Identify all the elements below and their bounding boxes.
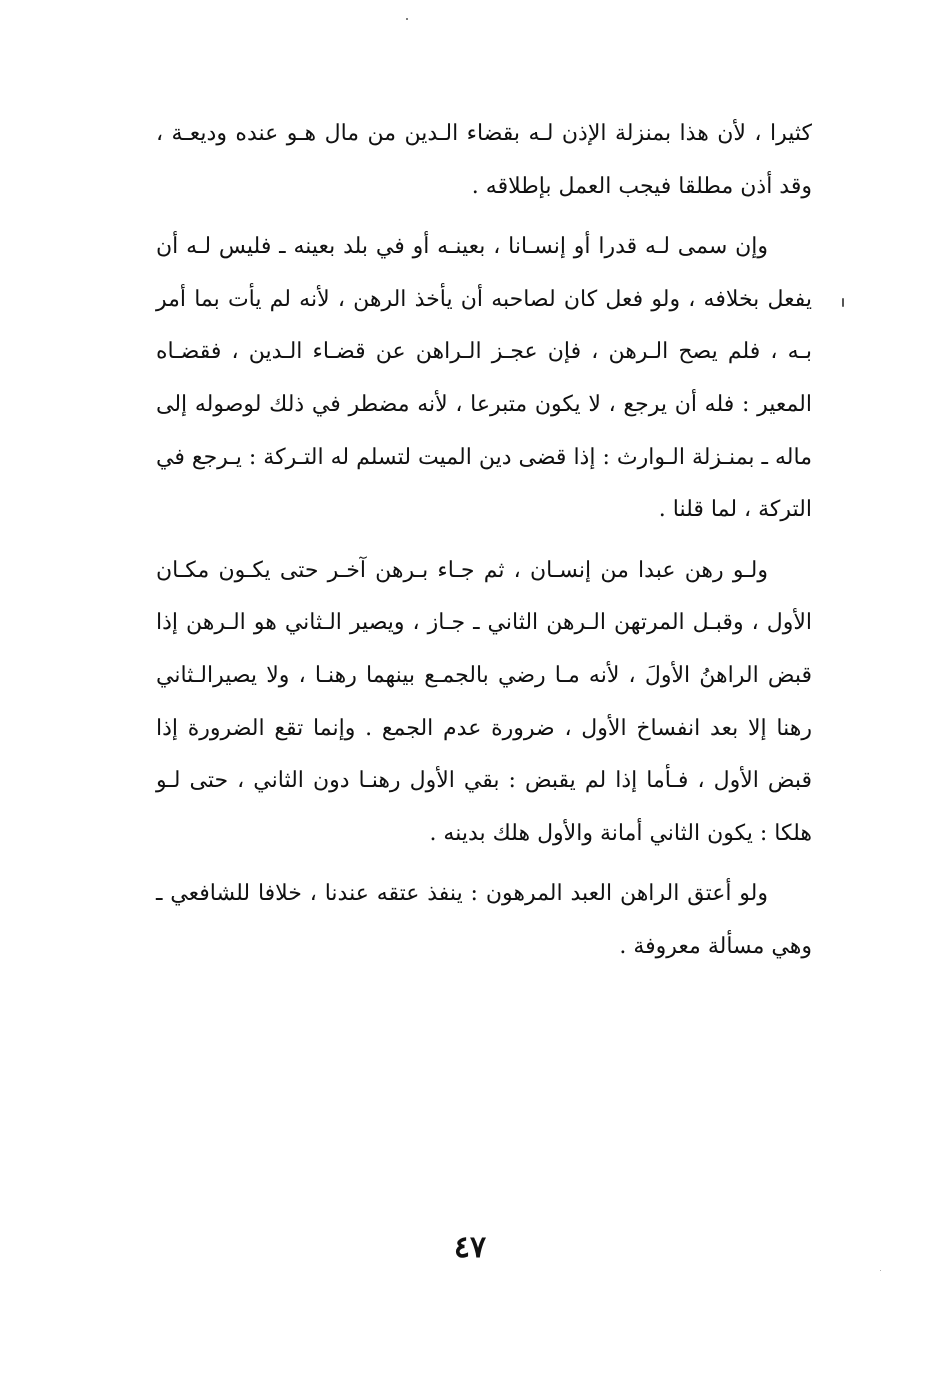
- paragraph-4: ولو أعتق الراهن العبد المرهون : ينفذ عتقه عندنا ، خلافا للشافعي ـ وهي مسألة معروفة .: [156, 881, 812, 959]
- paragraph-3: ولـو رهن عبدا من إنسـان ، ثم جـاء بـرهن آخـر حتى يكـون مكـان الأول ، وقبـل المرتهن الـرهن الثاني ـ جـاز ، ويصير الـثاني هو الـرهن إذا قبض الراهنُ الأولَ ، لأنه مـا رضي بالجمـع بينهما رهنـا ، ولا يصيرالـثاني رهنا إلا بعد انفساخ الأول ، ضرورة عدم الجمع . وإنما تقع الضرورة إذا قبض الأول ، فـأما إذا لم يقبض : بقي الأول رهنـا دون الثاني ، حتى لـو هلكا : يكون الثاني أمانة والأول هلك بدينه .: [156, 557, 812, 846]
- paragraph-1: كثيرا ، لأن هذا بمنزلة الإذن لـه بقضاء الـدين من مال هـو عنده وديعـة ، وقد أذن مطلقا فيجب العمل بإطلاقه .: [156, 121, 812, 199]
- scan-speck: [880, 1270, 881, 1271]
- paragraph-2: وإن سمى لـه قدرا أو إنسـانا ، بعينـه أو في بلد بعينه ـ فليس لـه أن يفعل بخلافه ، ولو فعل كان لصاحبه أن يأخذ الرهن ، لأنه لم يأت بما أمر بـه ، فلم يصح الـرهن ، فإن عجـز الـراهن عن قضـاء الـدين ، فقضـاه المعير : فله أن يرجع ، لا يكون متبرعا ، لأنه مضطر في ذلك لوصوله إلى ماله ـ بمنـزلة الـوارث : إذا قضى دين الميت لتسلم له التـركة : يـرجع في التركة ، لما قلنا .: [156, 234, 812, 523]
- page-number: ٤٧: [453, 1230, 487, 1265]
- scan-speck: [842, 298, 844, 307]
- body-text: [156, 108, 812, 974]
- scan-speck: [406, 18, 408, 20]
